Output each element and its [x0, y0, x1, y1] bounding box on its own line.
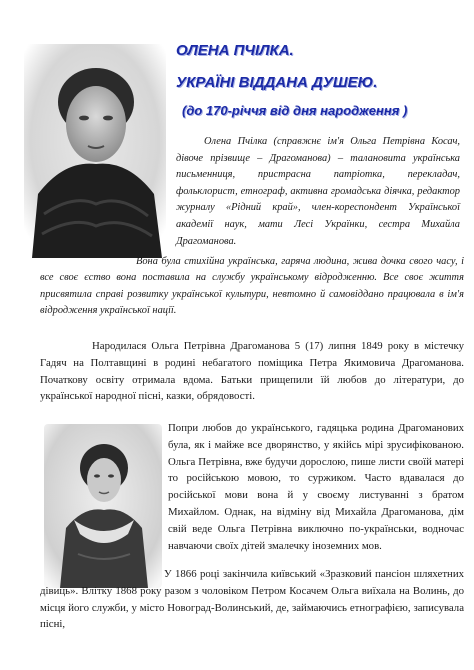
- quote-paragraph: Вона була стихійна українська, гаряча людина, жива дочка свого часу, і все своє єство вона поставила на службу українському відродженню. Все своє життя присвятила справі розвитку української культури, невтомно й самовіддано працювала в ім'я відродження української нації.: [40, 256, 464, 317]
- page-subtitle: УКРАЇНІ ВІДДАНА ДУШЕЮ.: [176, 74, 378, 91]
- page-title: ОЛЕНА ПЧІЛКА.: [176, 42, 294, 59]
- body-paragraph-birth: Народилася Ольга Петрівна Драгоманова 5 (17) липня 1849 року в містечку Гадяч на Полтавщині в родині небагатого поміщика Петра Якимовича Драгоманова. Початкову освіту отримала вдома. Батьки прищепили їй любов до літератури, до української народної пісні, казки, обрядовості.: [40, 340, 464, 403]
- young-portrait-photo-icon: [44, 424, 162, 588]
- portrait-photo-icon: [24, 44, 166, 258]
- body-paragraph-education: У 1866 році закінчила київський «Зразковий пансіон шляхетних дівиць». Влітку 1868 року разом з чоловіком Петром Косачем Ольга виїхала на Волинь, до місця його служби, у місто Новоград-Волинський, де, займаючись етнографією, записувала пісні,: [40, 568, 464, 631]
- intro-paragraph: Олена Пчілка (справжнє ім'я Ольга Петрівна Косач, дівоче прізвище – Драгоманова) – талановита українська письменниця, пристрасна патріотка, перекладач, фольклорист, етнограф, активна громадська діячка, редактор журналу «Рідний край», член-кореспондент Української академії наук, мати Лесі Українки, сестра Михайла Драгоманова.: [176, 136, 460, 247]
- portrait-photo-svg: [24, 44, 166, 258]
- anniversary-caption: (до 170-річчя від дня народження ): [182, 103, 408, 118]
- young-portrait-photo-svg: [44, 424, 162, 588]
- body-paragraph-family: Попри любов до українського, гадяцька родина Драгоманових була, як і майже все дворянство, у якійсь мірі зрусифікованою. Ольга Петрівна, вже будучи дорослою, пише листи своїй матері то російською мовою, то суржиком. Часто вдавалася до російської мови вона й у своєму листуванні з братом Михайлом. Однак, на відміну від Михайла Драгоманова, дім свій веде Ольга Петрівна виключно по-українськи, водночас навчаючи своїх дітей змалечку іноземних мов.: [168, 422, 464, 552]
